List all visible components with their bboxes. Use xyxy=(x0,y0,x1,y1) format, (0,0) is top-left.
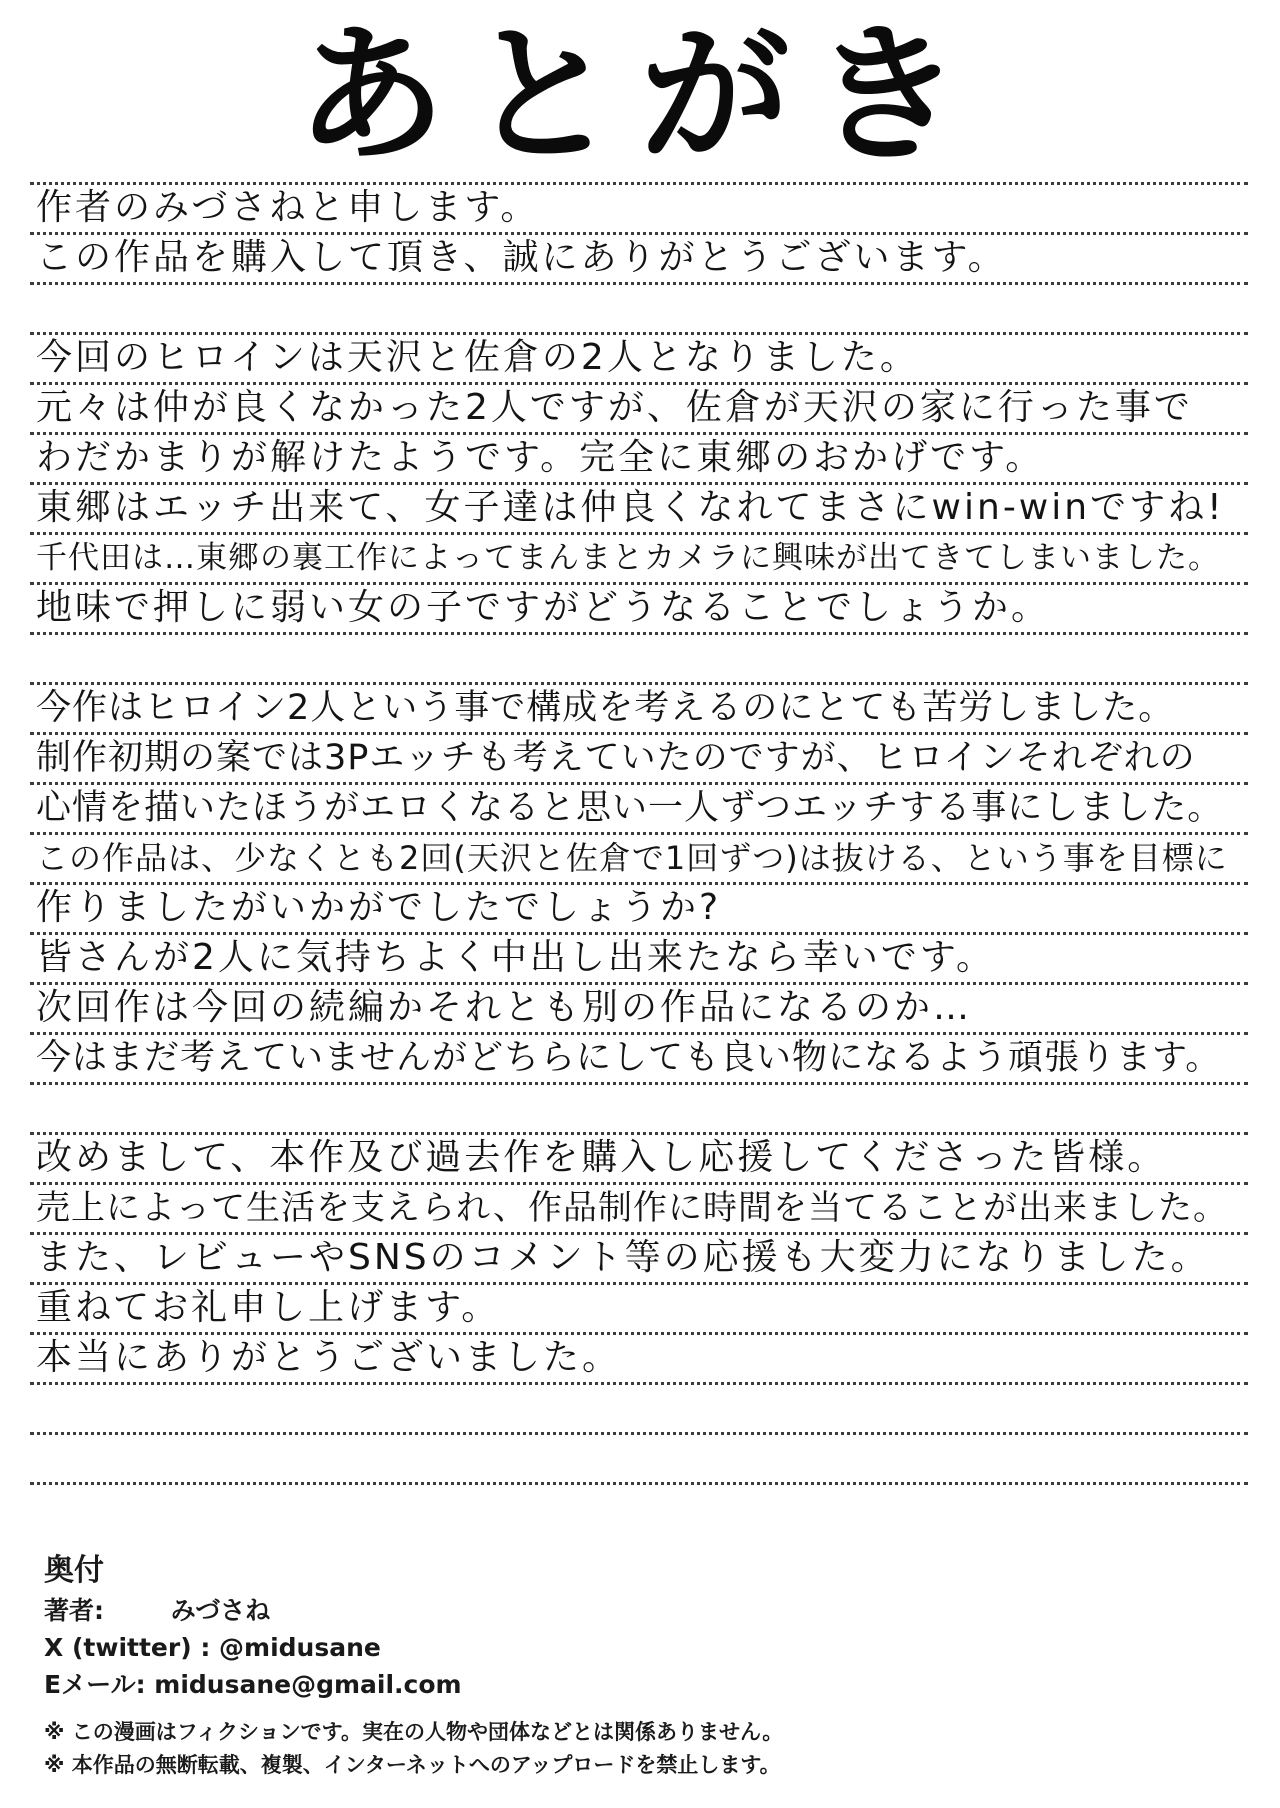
handwritten-line: 心情を描いたほうがエロくなると思い一人ずつエッチする事にしました。 xyxy=(36,788,1224,828)
notice-fiction: ※ この漫画はフィクションです。実在の人物や団体などとは関係ありません。 xyxy=(44,1720,784,1744)
handwritten-line: 重ねてお礼申し上げます。 xyxy=(36,1287,501,1328)
notice-block xyxy=(44,1716,1224,1782)
dotted-rule xyxy=(30,832,1248,835)
dotted-rule xyxy=(30,332,1248,335)
handwritten-line: 今はまだ考えていませんがどちらにしても良い物になるよう頑張ります。 xyxy=(36,1038,1222,1078)
dotted-rule xyxy=(30,1282,1248,1285)
dotted-rule xyxy=(30,1132,1248,1135)
colophon xyxy=(44,1550,1224,1703)
dotted-rule xyxy=(30,1032,1248,1035)
colophon-author-value: みづさね xyxy=(170,1596,271,1625)
colophon-twitter: X (twitter) : @midusane xyxy=(44,1633,381,1662)
dotted-rule xyxy=(30,382,1248,385)
colophon-author-row xyxy=(44,1592,1224,1629)
handwritten-line: 地味で押しに弱い女の子ですがどうなることでしょうか。 xyxy=(36,587,1051,628)
dotted-rule xyxy=(30,932,1248,935)
handwritten-line: 元々は仲が良くなかった2人ですが、佐倉が天沢の家に行った事で xyxy=(36,387,1193,428)
notice-copyright: ※ 本作品の無断転載、複製、インターネットへのアップロードを禁止します。 xyxy=(44,1753,781,1777)
dotted-rule xyxy=(30,782,1248,785)
handwritten-line: 東郷はエッチ出来て、女子達は仲良くなれてまさにwin-winですね! xyxy=(36,487,1225,528)
handwritten-line: わだかまりが解けたようです。完全に東郷のおかげです。 xyxy=(36,437,1045,478)
handwritten-line: 今作はヒロイン2人という事で構成を考えるのにとても苦労しました。 xyxy=(36,688,1175,728)
dotted-rule xyxy=(30,632,1248,635)
dotted-rule xyxy=(30,1332,1248,1335)
handwritten-line: 今回のヒロインは天沢と佐倉の2人となりました。 xyxy=(36,337,919,378)
dotted-rule xyxy=(30,882,1248,885)
handwritten-line: この作品を購入して頂き、誠にありがとうございます。 xyxy=(36,237,1007,278)
dotted-rule xyxy=(30,582,1248,585)
dotted-rule xyxy=(30,532,1248,535)
dotted-rule xyxy=(30,732,1248,735)
dotted-rule xyxy=(30,1482,1248,1485)
dotted-rule xyxy=(30,1182,1248,1185)
colophon-heading: 奥付 xyxy=(44,1553,104,1588)
colophon-author-key: 著者: xyxy=(44,1596,104,1625)
colophon-email: Eメール: midusane@gmail.com xyxy=(44,1670,462,1699)
dotted-rule xyxy=(30,1082,1248,1085)
handwritten-line: 制作初期の案では3Pエッチも考えていたのですが、ヒロインそれぞれの xyxy=(36,738,1196,778)
handwritten-line: 本当にありがとうございました。 xyxy=(36,1337,622,1378)
handwritten-line: 作者のみづさねと申します。 xyxy=(36,187,540,228)
dotted-rule xyxy=(30,282,1248,285)
dotted-rule xyxy=(30,982,1248,985)
handwritten-line: 売上によって生活を支えられ、作品制作に時間を当てることが出来ました。 xyxy=(36,1188,1229,1228)
dotted-rule xyxy=(30,1432,1248,1435)
handwritten-line: 皆さんが2人に気持ちよく中出し出来たなら幸いです。 xyxy=(36,937,996,978)
handwritten-line: 次回作は今回の続編かそれとも別の作品になるのか… xyxy=(36,987,973,1028)
dotted-rule xyxy=(30,232,1248,235)
handwritten-line: 改めまして、本作及び過去作を購入し応援してくださった皆様。 xyxy=(36,1137,1167,1178)
dotted-rule xyxy=(30,1232,1248,1235)
handwritten-line: 作りましたがいかがでしたでしょうか? xyxy=(36,887,722,928)
dotted-rule xyxy=(30,482,1248,485)
handwritten-line: また、レビューやSNSのコメント等の応援も大変力になりました。 xyxy=(36,1237,1210,1278)
handwritten-line: この作品は、少なくとも2回(天沢と佐倉で1回ずつ)は抜ける、という事を目標に xyxy=(36,839,1228,877)
handwritten-line: 千代田は…東郷の裏工作によってまんまとカメラに興味が出てきてしまいました。 xyxy=(36,540,1220,576)
page-title: あとがき xyxy=(295,7,984,183)
dotted-rule xyxy=(30,432,1248,435)
dotted-rule xyxy=(30,1382,1248,1385)
dotted-rule xyxy=(30,182,1248,185)
dotted-rule xyxy=(30,682,1248,685)
